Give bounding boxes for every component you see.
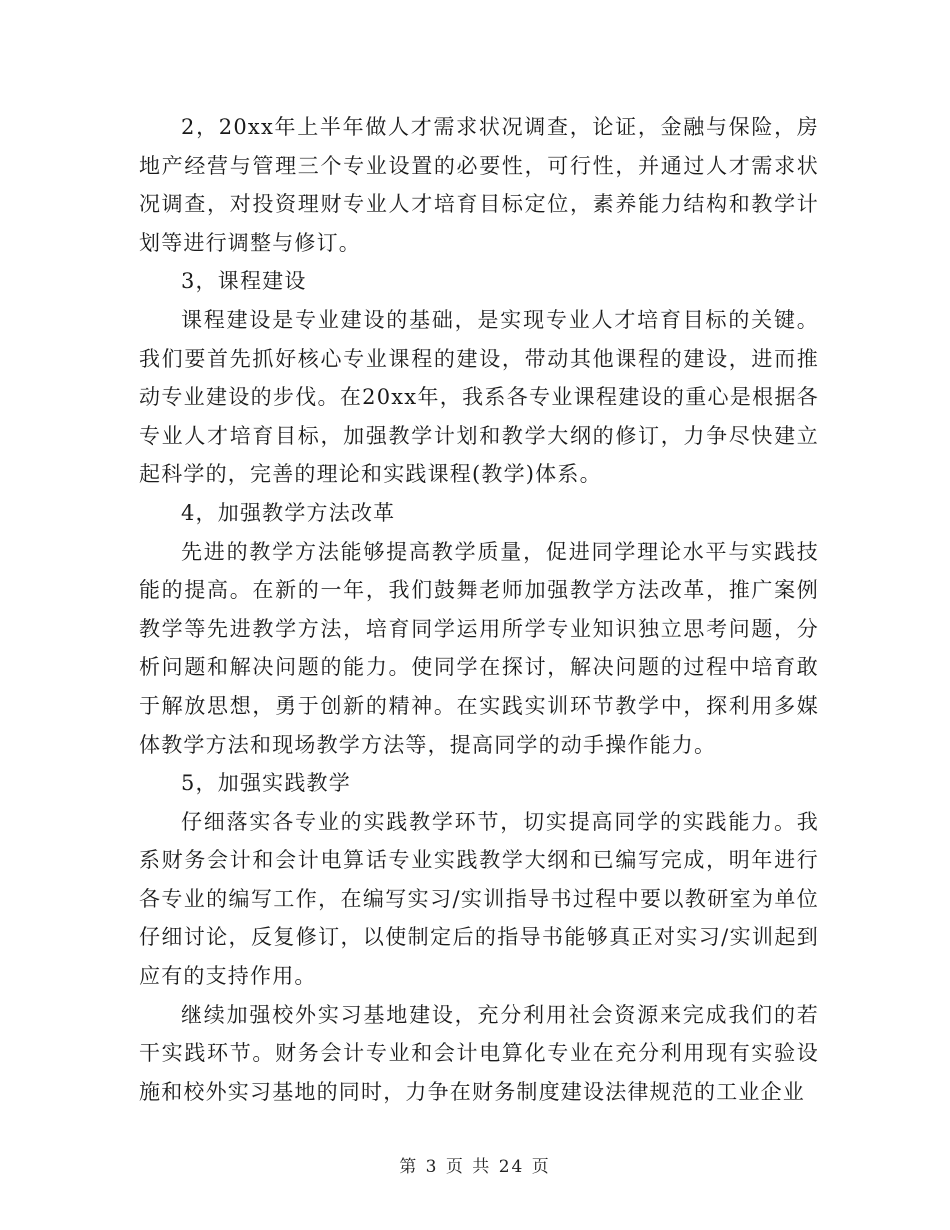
paragraph-teaching-method-reform: 先进的教学方法能够提高教学质量，促进同学理论水平与实践技能的提高。在新的一年，我们鼓舞老师加强教学方法改革，推广案例教学等先进教学方法，培育同学运用所学专业知识独立思考问题，分析问题和解决问题的能力。使同学在探讨，解决问题的过程中培育敢于解放思想，勇于创新的精神。在实践实训环节教学中，探利用多媒体教学方法和现场教学方法等，提高同学的动手操作能力。 bbox=[139, 539, 819, 757]
paragraph-internship-base: 继续加强校外实习基地建设，充分利用社会资源来完成我们的若干实践环节。财务会计专业和会计电算化专业在充分利用现有实验设施和校外实习基地的同时，力争在财务制度建设法律规范的工业企业 bbox=[139, 1002, 819, 1104]
heading-practical-teaching: 5，加强实践教学 bbox=[181, 771, 351, 796]
page-number-footer: 第 3 页 共 24 页 bbox=[399, 1157, 551, 1177]
heading-teaching-method-reform: 4，加强教学方法改革 bbox=[181, 500, 396, 525]
paragraph-course-construction: 课程建设是专业建设的基础，是实现专业人才培育目标的关键。我们要首先抓好核心专业课程的建设，带动其他课程的建设，进而推动专业建设的步伐。在20xx年，我系各专业课程建设的重心是根据各专业人才培育目标，加强教学计划和教学大纲的修订，力争尽快建立起科学的，完善的理论和实践课程(教学)体系。 bbox=[139, 307, 819, 487]
heading-course-construction: 3，课程建设 bbox=[181, 269, 307, 294]
paragraph-talent-survey: 2，20xx年上半年做人才需求状况调查，论证，金融与保险，房地产经营与管理三个专业设置的必要性，可行性，并通过人才需求状况调查，对投资理财专业人才培育目标定位，素养能力结构和教学计划等进行调整与修订。 bbox=[139, 115, 819, 255]
document-body bbox=[139, 108, 819, 1111]
paragraph-practical-teaching: 仔细落实各专业的实践教学环节，切实提高同学的实践能力。我系财务会计和会计电算话专业实践教学大纲和已编写完成，明年进行各专业的编写工作，在编写实习/实训指导书过程中要以教研室为单位仔细讨论，反复修订，以使制定后的指导书能够真正对实习/实训起到应有的支持作用。 bbox=[139, 809, 819, 989]
